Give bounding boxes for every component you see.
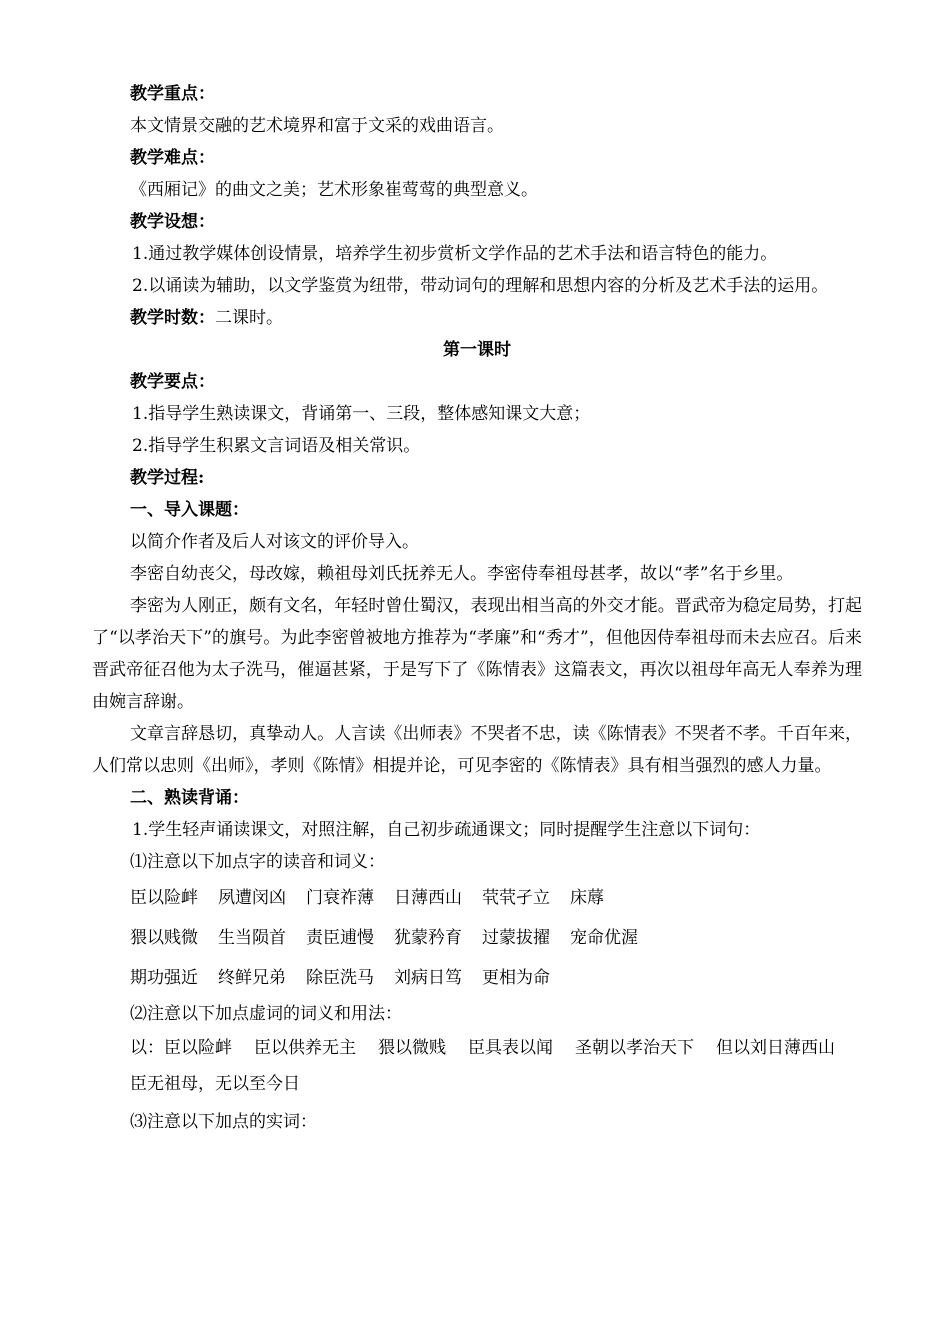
process-heading: 教学过程: xyxy=(130,468,205,488)
word-item: 责臣逋慢 xyxy=(306,928,374,948)
word-item: 过蒙拔擢 xyxy=(482,928,550,948)
word-item: 茕茕孑立 xyxy=(482,888,550,908)
word-row-2 xyxy=(92,918,862,958)
difficulty-heading: 教学难点： xyxy=(130,148,215,168)
hours-line xyxy=(92,302,862,334)
yi-phrase: 但以刘日薄西山 xyxy=(716,1038,835,1058)
section2-sub-1: ⑴注意以下加点字的读音和词义： xyxy=(130,852,385,872)
key-points-heading: 教学要点： xyxy=(130,372,215,392)
word-item: 猥以贱微 xyxy=(130,928,198,948)
word-item: 除臣洗马 xyxy=(306,968,374,988)
yi-phrase: 臣无祖母，无以至今日 xyxy=(130,1074,300,1094)
lesson-title: 第一课时 xyxy=(443,340,511,360)
word-item: 夙遭闵凶 xyxy=(218,888,286,908)
document-page xyxy=(92,78,862,1138)
section1-paragraph-3: 文章言辞恳切，真挚动人。人言读《出师表》不哭者不忠，读《陈情表》不哭者不孝。千百年来，人们常以忠则《出师》，孝则《陈情》相提并论，可见李密的《陈情表》具有相当强烈的感人力量。 xyxy=(92,724,862,776)
word-item: 日薄西山 xyxy=(394,888,462,908)
section1-heading: 一、导入课题： xyxy=(130,500,249,520)
yi-phrase: 圣朝以孝治天下 xyxy=(575,1038,694,1058)
word-item: 生当陨首 xyxy=(218,928,286,948)
section1-paragraph-1: 李密自幼丧父，母改嫁，赖祖母刘氏抚养无人。李密侍奉祖母甚孝，故以“孝”名于乡里。 xyxy=(130,564,794,584)
word-row-1 xyxy=(92,878,862,918)
word-item: 更相为命 xyxy=(482,968,550,988)
key-points-item-1: 1.指导学生熟读课文，背诵第一、三段，整体感知课文大意； xyxy=(132,404,591,424)
word-item: 期功强近 xyxy=(130,968,198,988)
word-row-3 xyxy=(92,958,862,998)
section1-intro: 以简介作者及后人对该文的评价导入。 xyxy=(130,532,419,552)
yi-phrase: 臣以险衅 xyxy=(164,1038,232,1058)
yi-label: 以： xyxy=(130,1038,164,1058)
yi-phrase: 臣以供养无主 xyxy=(254,1038,356,1058)
hours-heading: 教学时数： xyxy=(130,308,215,328)
word-item: 宠命优渥 xyxy=(570,928,638,948)
yi-phrase: 臣具表以闻 xyxy=(468,1038,553,1058)
section2-item-1: 1.学生轻声诵读课文，对照注解，自己初步疏通课文；同时提醒学生注意以下词句： xyxy=(132,820,761,840)
yi-usage-block xyxy=(92,1030,862,1102)
section2-sub-3: ⑶注意以下加点的实词： xyxy=(130,1112,317,1132)
focus-heading: 教学重点： xyxy=(130,84,215,104)
design-item-2: 2.以诵读为辅助，以文学鉴赏为纽带，带动词句的理解和思想内容的分析及艺术手法的运用。 xyxy=(132,276,829,296)
section2-heading: 二、熟读背诵： xyxy=(130,788,249,808)
section1-paragraph-2: 李密为人刚正，颇有文名，年轻时曾仕蜀汉，表现出相当高的外交才能。晋武帝为稳定局势，打起了“以孝治天下”的旗号。为此李密曾被地方推荐为“孝廉”和“秀才”，但他因侍奉祖母而未去应召。后来晋武帝征召他为太子洗马，催逼甚紧，于是写下了《陈情表》这篇表文，再次以祖母年高无人奉养为理由婉言辞谢。 xyxy=(92,596,862,712)
difficulty-text: 《西厢记》的曲文之美；艺术形象崔莺莺的典型意义。 xyxy=(130,180,538,200)
design-heading: 教学设想： xyxy=(130,212,215,232)
word-item: 刘病日笃 xyxy=(394,968,462,988)
word-item: 臣以险衅 xyxy=(130,888,198,908)
word-item: 门衰祚薄 xyxy=(306,888,374,908)
section2-sub-2: ⑵注意以下加点虚词的词义和用法： xyxy=(130,1004,402,1024)
key-points-item-2: 2.指导学生积累文言词语及相关常识。 xyxy=(132,436,421,456)
word-item: 床蓐 xyxy=(570,888,604,908)
yi-phrase: 猥以微贱 xyxy=(378,1038,446,1058)
word-item: 终鲜兄弟 xyxy=(218,968,286,988)
hours-text: 二课时。 xyxy=(215,308,283,328)
word-item: 犹蒙矜育 xyxy=(394,928,462,948)
design-item-1: 1.通过教学媒体创设情景，培养学生初步赏析文学作品的艺术手法和语言特色的能力。 xyxy=(132,244,778,264)
focus-text: 本文情景交融的艺术境界和富于文采的戏曲语言。 xyxy=(130,116,504,136)
